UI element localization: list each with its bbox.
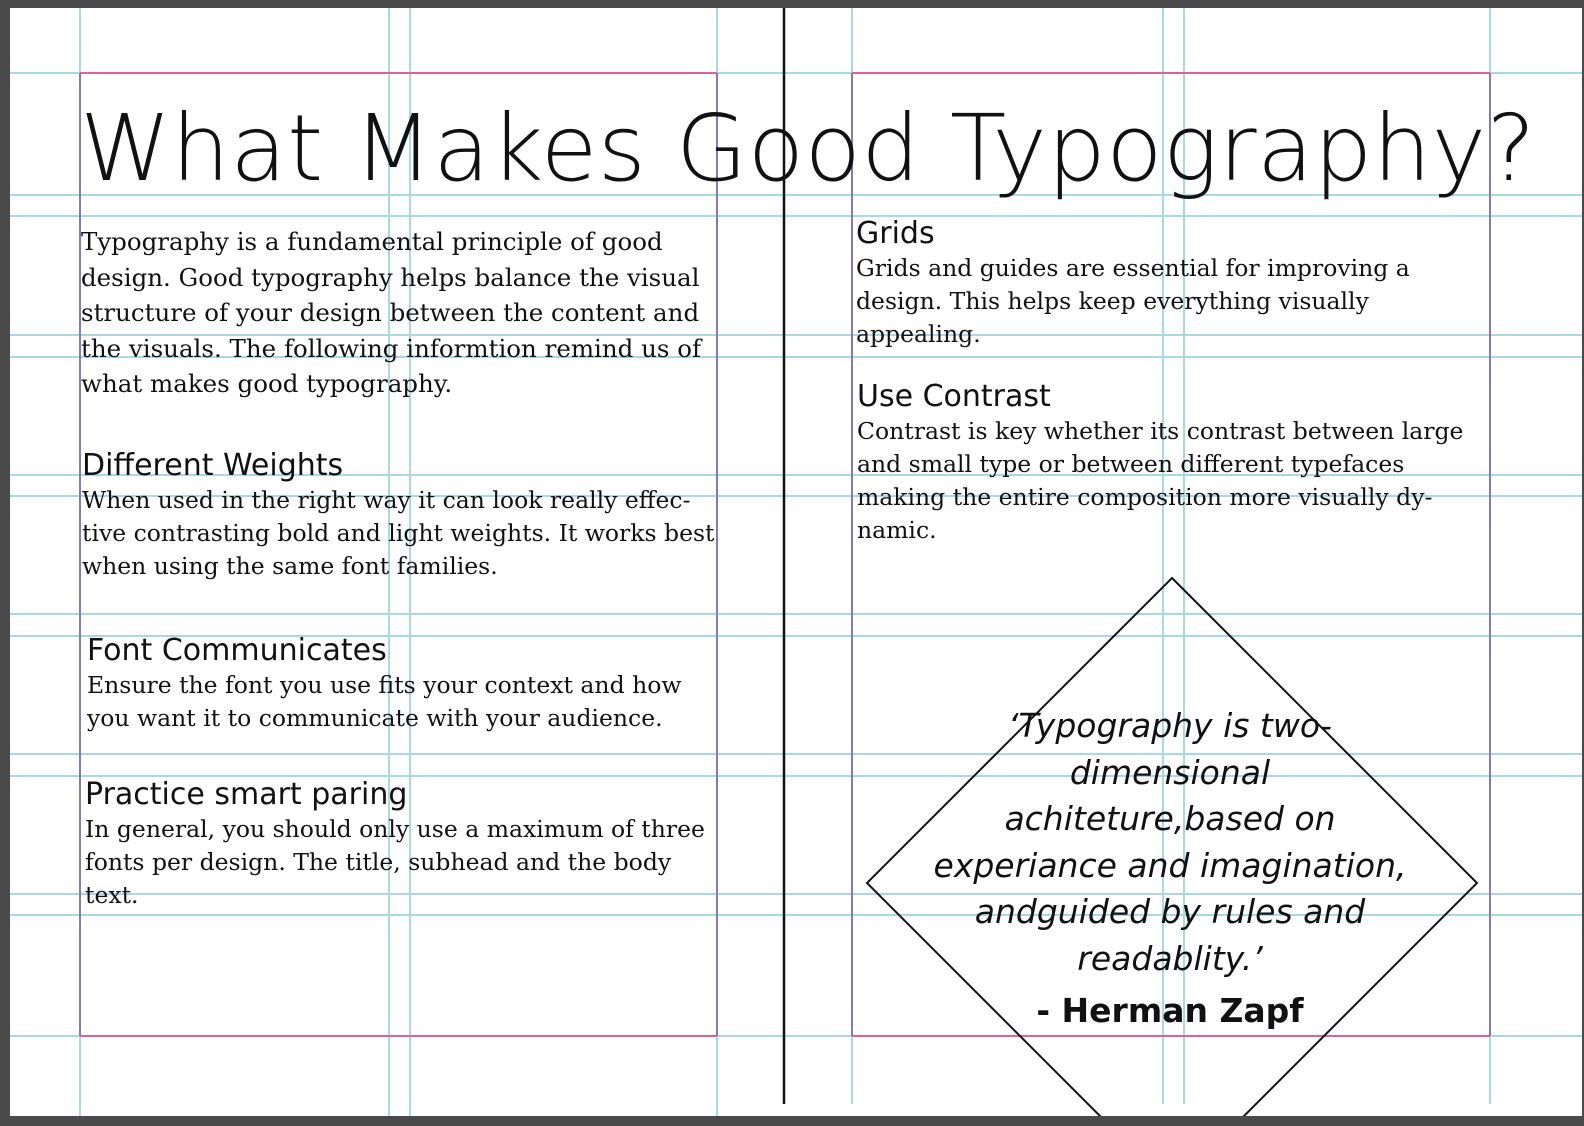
section-heading: Font Communicates xyxy=(87,633,387,668)
quote-author: - Herman Zapf xyxy=(1036,991,1304,1030)
page-title: What Makes Good Typography? xyxy=(80,95,1536,202)
pull-quote: ‘Typography is two-dimensional achiteture,based on experiance and imagination, andguided by rules and readablity.’ xyxy=(933,706,1407,978)
section-heading: Grids xyxy=(856,216,935,251)
section-heading: Different Weights xyxy=(82,448,344,483)
intro-paragraph: Typography is a fundamental principle of good design. Good typography helps balance the visual structure of your design between the content and the visuals. The following informtion remind us of what makes good typography. xyxy=(81,227,702,398)
document-spread xyxy=(10,8,1582,1116)
section-body: Grids and guides are essential for improving a design. This helps keep everything visually appealing. xyxy=(856,254,1410,348)
section-body: Ensure the font you use fits your context and how you want it to communicate with your audience. xyxy=(87,671,682,732)
section-body: When used in the right way it can look really effec-tive contrasting bold and light weights. It works best when using the same font families. xyxy=(82,486,715,580)
section-body: Contrast is key whether its contrast between large and small type or between different typefaces making the entire composition more visually dy-namic. xyxy=(857,417,1464,544)
section-heading: Practice smart paring xyxy=(85,777,408,812)
section-heading: Use Contrast xyxy=(857,379,1051,414)
section-body: In general, you should only use a maximum of three fonts per design. The title, subhead and the body text. xyxy=(85,815,705,909)
